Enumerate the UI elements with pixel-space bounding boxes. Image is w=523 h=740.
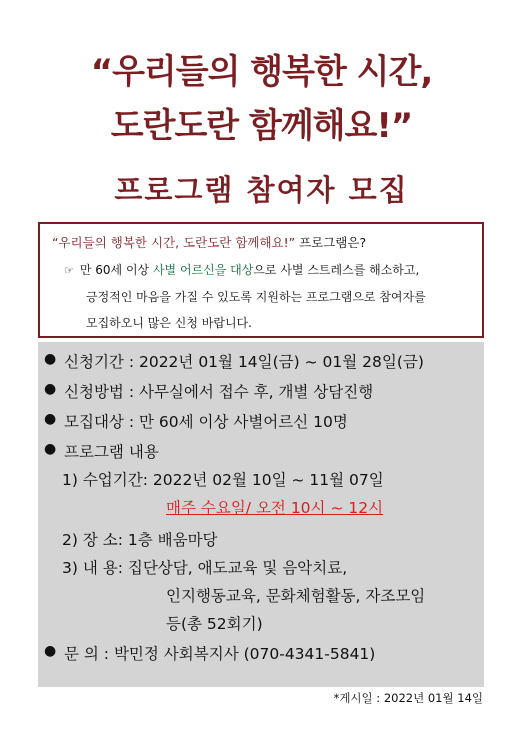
intro-question	[52, 233, 366, 251]
intro-line-1-pre: 만 60세 이상	[79, 263, 153, 277]
intro-target-highlight: 사별 어르신을 대상	[152, 263, 254, 277]
intro-question-tail: 프로그램은?	[295, 235, 367, 250]
post-date: *게시일 : 2022년 01월 14일	[333, 691, 483, 705]
intro-box	[38, 222, 484, 338]
title-line-2: 도란도란 함께해요!”	[110, 106, 413, 146]
pointing-hand-icon: ☞	[64, 264, 74, 277]
intro-program-name: “우리들의 행복한 시간, 도란도란 함께해요!”	[52, 235, 296, 250]
bullet-icon: ●	[44, 411, 57, 427]
intro-line-2: 긍정적인 마음을 가질 수 있도록 지원하는 프로그램으로 참여자를	[86, 290, 426, 304]
content-line-1: 3) 내 용: 집단상담, 애도교육 및 음악치료,	[62, 559, 348, 577]
bullet-icon: ●	[44, 351, 57, 367]
bullet-icon: ●	[44, 441, 57, 457]
apply-method: 신청방법 : 사무실에서 접수 후, 개별 상담진행	[64, 383, 374, 401]
title-recruitment: 프로그램 참여자 모집	[114, 173, 409, 207]
apply-period: 신청기간 : 2022년 01월 14일(금) ~ 01월 28일(금)	[64, 353, 424, 371]
bullet-icon: ●	[44, 643, 57, 659]
recruit-target: 모집대상 : 만 60세 이상 사별어르신 10명	[64, 413, 348, 431]
contact: 문 의 : 박민정 사회복지사 (070-4341-5841)	[64, 645, 376, 663]
class-period: 1) 수업기간: 2022년 02월 10일 ~ 11월 07일	[62, 471, 384, 489]
intro-line-3: 모집하오니 많은 신청 바랍니다.	[86, 316, 252, 330]
info-box	[38, 342, 484, 687]
program-header: 프로그램 내용	[64, 443, 159, 461]
class-time: 매주 수요일/ 오전 10시 ~ 12시	[166, 499, 384, 517]
intro-line-1-post: 으로 사별 스트레스를 해소하고,	[253, 263, 420, 277]
class-place: 2) 장 소: 1층 배움마당	[62, 531, 218, 549]
title-line-1: “우리들의 행복한 시간,	[90, 52, 433, 92]
intro-line-1	[64, 261, 419, 278]
content-line-2: 인지행동교육, 문화체험활동, 자조모임	[166, 587, 426, 605]
content-line-3: 등(총 52회기)	[166, 615, 263, 633]
bullet-icon: ●	[44, 381, 57, 397]
